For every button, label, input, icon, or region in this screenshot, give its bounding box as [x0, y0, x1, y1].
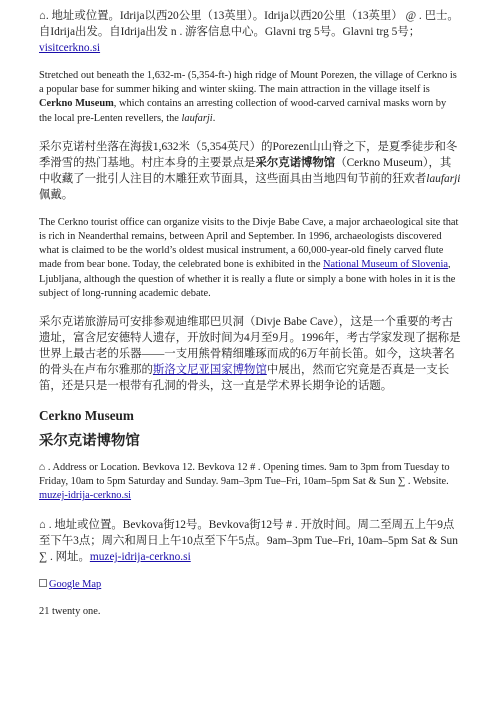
home-icon: ⌂ — [39, 462, 46, 474]
museum-website-link-zh[interactable]: muzej-idrija-cerkno.si — [89, 550, 191, 563]
museum-info-zh — [39, 517, 461, 565]
map-icon — [39, 579, 47, 587]
section-heading-zh: 采尔克诺博物馆 — [39, 433, 140, 450]
museum-bold-name-zh: 采尔克诺博物馆 — [255, 156, 336, 169]
intro-text-3: . — [212, 112, 216, 124]
museum-info-zh-text: . 地址或位置。Bevkova街12号。Bevkova街12号 # . 开放时间。周二至周五上午9点至下午3点；周六和周日上午10点至下午5点。9am–3pm Tue–Fri, 10am–5pm Sat & Sun ∑ . 网址。 — [39, 518, 458, 563]
cave-text-1: The Cerkno tourist office can organize visits to the Divje Babe Cave, a major archaeological site that is rich in Neanderthal remains, between April and September. In 1996, archaeologists discovered what is claimed to be the world’s oldest musical instrument, a 60,000-year-old finely carved flute made from bear bone. Today, the celebrated bone is exhibited in the — [39, 216, 459, 271]
home-icon: ⌂ — [39, 10, 46, 22]
intro-paragraph-en — [39, 69, 461, 126]
section-heading-en: Cerkno Museum — [39, 408, 134, 424]
intro-zh-text-3: 佩戴。 — [39, 188, 74, 201]
intro-paragraph-zh — [39, 139, 461, 203]
cave-zh-text-2: 中展出，然而它究竟是否真是一支长笛，还是只是一根带有孔洞的骨头，这一直是学术界长期争论的话题。 — [39, 364, 450, 393]
cave-paragraph-en — [39, 216, 461, 301]
museum-info-en — [39, 461, 461, 504]
at-icon: @ — [405, 10, 417, 22]
museum-website-link[interactable]: muzej-idrija-cerkno.si — [39, 490, 132, 502]
location-text-2: . 巴士。自Idrija出发。自Idrija出发 n . 游客信息中心。Glavni trg 5号。Glavni trg 5号； — [39, 10, 459, 38]
intro-zh-text-2: （Cerkno Museum），其中收藏了一批引人注目的木雕狂欢节面具，这些面具由当地四旬节前的狂欢者 — [39, 156, 452, 185]
location-text-1: . 地址或位置。Idrija以西20公里（13英里）。Idrija以西20公里（13英里） — [45, 10, 406, 22]
cave-paragraph-zh — [39, 314, 461, 394]
home-icon: ⌂ — [39, 518, 46, 531]
laufarji-italic: laufarji — [181, 112, 213, 124]
cave-text-2: , Ljubljana, although the question of whether it is really a flute or simply a bone with holes in it is the subject of long-running academic debate. — [39, 259, 456, 299]
intro-text-1: Stretched out beneath the 1,632-m- (5,354-ft-) high ridge of Mount Porezen, the village of Cerkno is a popular base for summer hiking and winter skiing. The main attraction in the village itself is — [39, 70, 457, 96]
museum-info-text: . Address or Location. Bevkova 12. Bevkova 12 # . Opening times. 9am to 3pm from Tuesday to Friday, 10am to 5pm Saturday and Sunday. 9am–3pm Tue–Fri, 10am–5pm Sat & Sun ∑ . Website. — [39, 462, 450, 488]
page-footer: 21 twenty one. — [39, 605, 101, 617]
intro-zh-text-1: 采尔克诺村坐落在海拔1,632米（5,354英尺）的Porezen山山脊之下，是夏季徒步和冬季滑雪的热门基地。村庄本身的主要景点是 — [39, 140, 458, 169]
intro-text-2: , which contains an arresting collection of wood-carved carnival masks worn by the local pre-Lenten revellers, the — [39, 98, 447, 124]
museum-bold-name: Cerkno Museum — [39, 98, 114, 110]
cave-zh-text-1: 采尔克诺旅游局可安排参观迪维耶巴贝洞（Divje Babe Cave），这是一个重要的考古遗址，富含尼安德特人遗存，开放时间为4月至9月。1996年，考古学家发现了据称是世界上最古老的乐器——一支用熊骨精细雕琢而成的6万年前长笛。如今，这块著名的骨头在卢布尔雅那的 — [39, 316, 461, 377]
visitcerkno-link[interactable]: visitcerkno.si — [39, 42, 101, 54]
national-museum-link-zh[interactable]: 斯洛文尼亚国家博物馆 — [152, 364, 267, 377]
google-map-link[interactable]: Google Map — [49, 578, 102, 590]
national-museum-link[interactable]: National Museum of Slovenia — [323, 259, 449, 271]
map-line — [39, 578, 461, 592]
laufarji-italic-zh: laufarji — [426, 172, 461, 185]
location-info-zh — [39, 8, 461, 56]
